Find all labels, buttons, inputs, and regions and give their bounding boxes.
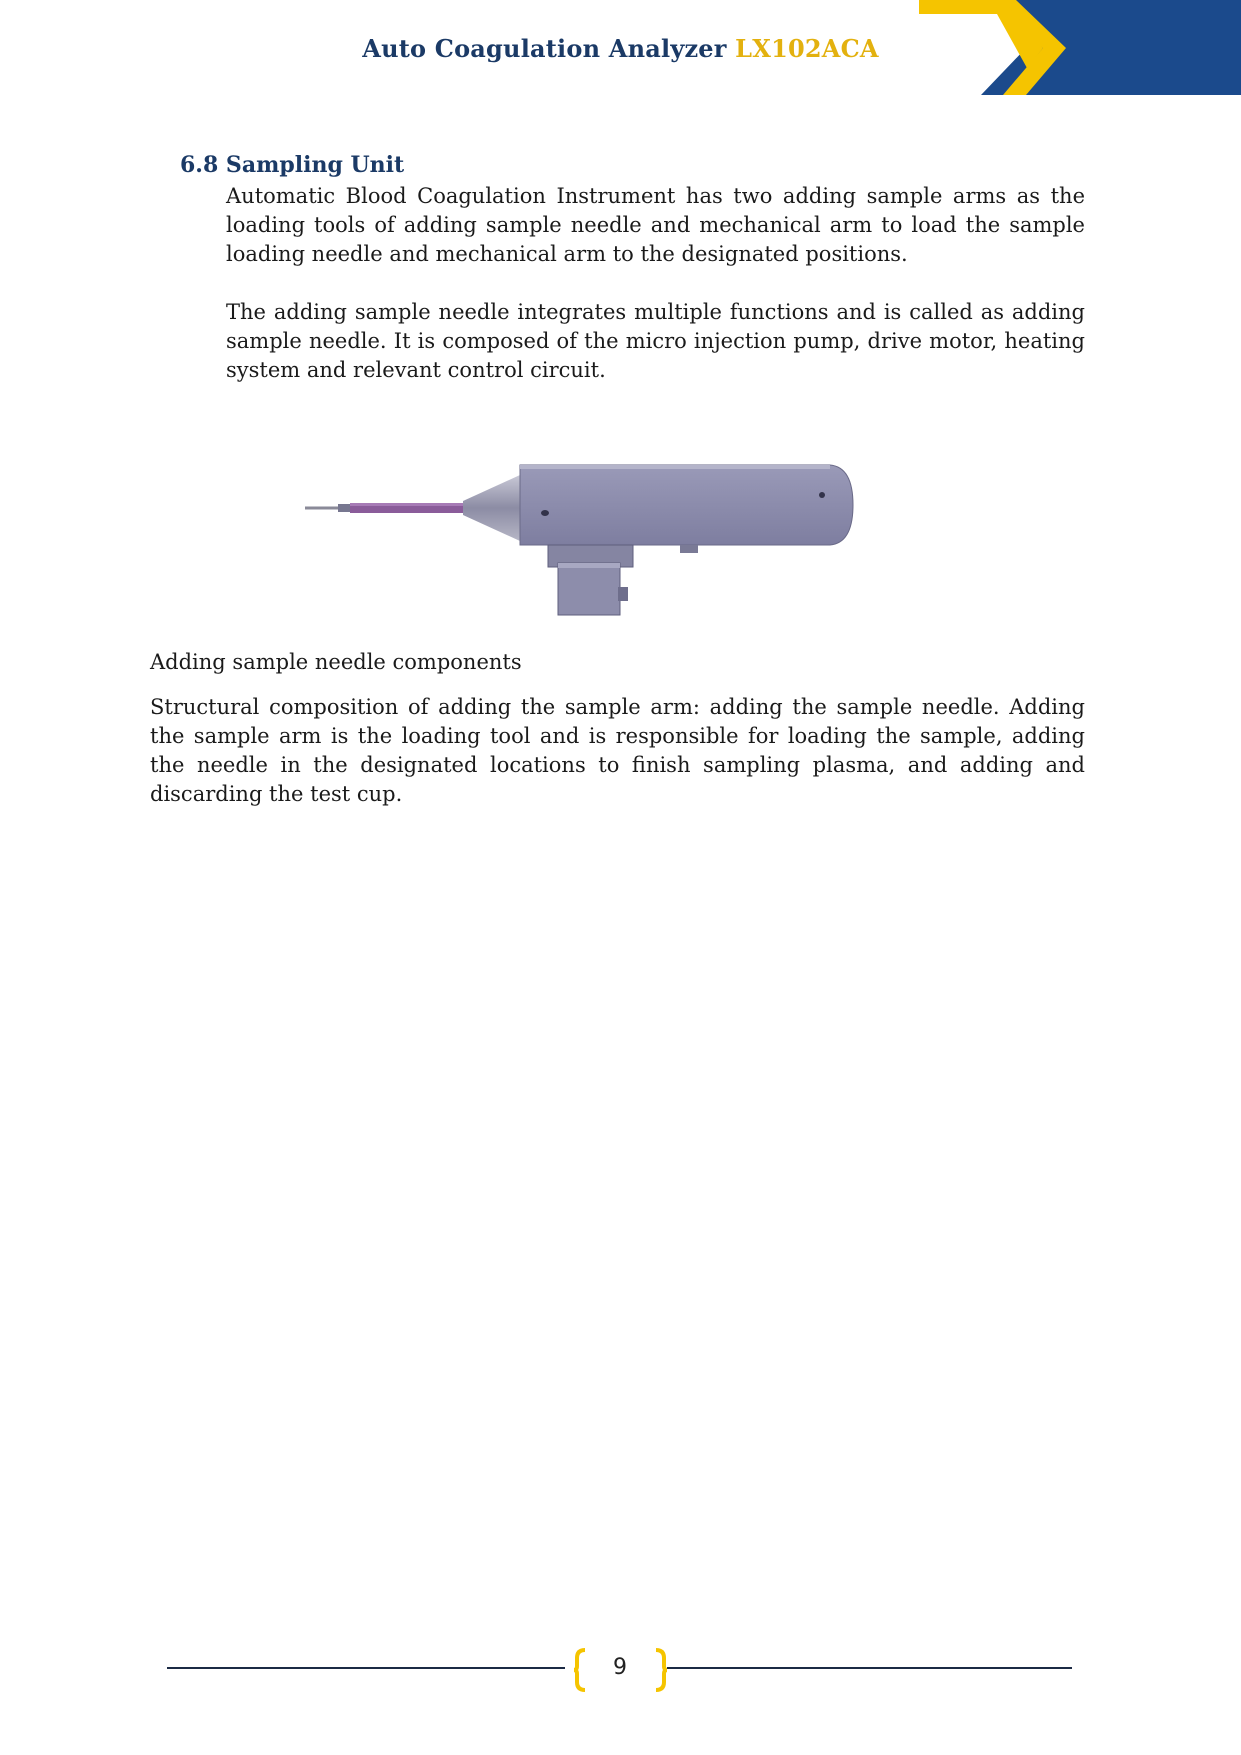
sample-needle-illustration [300, 455, 930, 635]
section-sampling-unit [180, 150, 1085, 385]
footer-divider-left [167, 1667, 565, 1669]
section-heading: 6.8 Sampling Unit [180, 152, 405, 178]
header-title-model: LX102ACA [735, 34, 879, 63]
paragraph: The adding sample needle integrates multiple functions and is called as adding sample needle. It is composed of the micro injection pump, drive motor, heating system and relevant control circuit. [226, 300, 1085, 382]
page-bracket-right [654, 1648, 668, 1692]
paragraph: Structural composition of adding the sample arm: adding the sample needle. Adding the sample arm is the loading tool and is responsible for loading the sample, adding the needle in the designated locations to finish sampling plasma, and adding and discarding the test cup. [150, 695, 1085, 806]
page-bracket-left [573, 1648, 587, 1692]
footer-divider-right [667, 1667, 1072, 1669]
figure-caption: Adding sample needle components [150, 650, 522, 674]
header-title-main: Auto Coagulation Analyzer [362, 34, 727, 63]
header-title [0, 34, 1241, 63]
page-number: 9 [613, 1655, 627, 1680]
paragraph: Automatic Blood Coagulation Instrument has two adding sample arms as the loading tools of adding sample needle and mechanical arm to load the sample loading needle and mechanical arm to the designated positions. [226, 184, 1085, 266]
